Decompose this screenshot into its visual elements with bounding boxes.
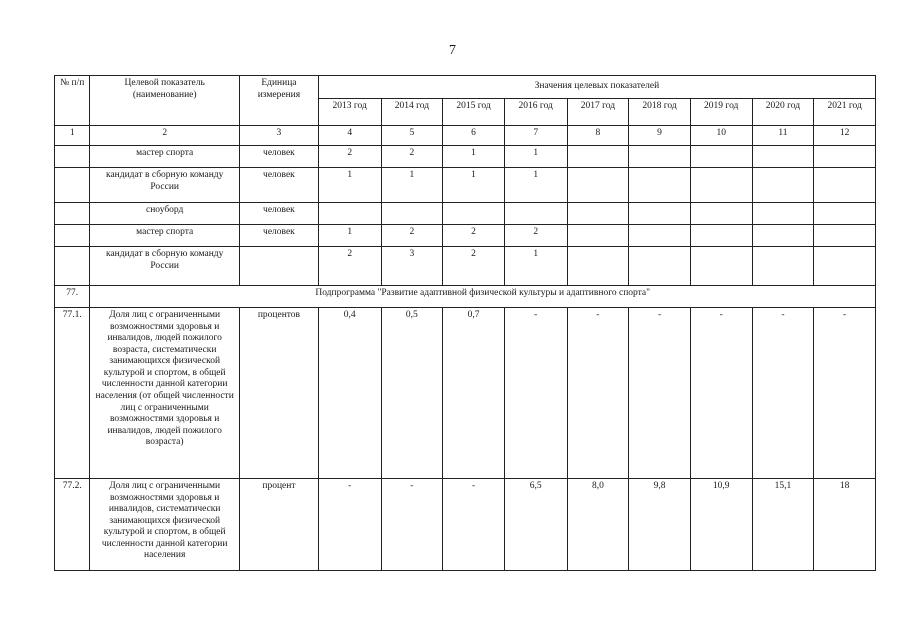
row-value bbox=[690, 203, 752, 225]
year-2018: 2018 год bbox=[629, 99, 691, 126]
year-2013: 2013 год bbox=[318, 99, 381, 126]
row-value bbox=[629, 203, 691, 225]
row-value bbox=[567, 168, 629, 203]
row-value bbox=[690, 168, 752, 203]
row-value: 1 bbox=[504, 168, 567, 203]
indicator-value: - bbox=[752, 308, 814, 479]
indicator-value: 8,0 bbox=[567, 479, 629, 571]
row-value bbox=[690, 247, 752, 286]
column-number: 8 bbox=[567, 126, 629, 146]
row-value bbox=[629, 225, 691, 247]
indicator-row bbox=[55, 308, 876, 479]
year-2020: 2020 год bbox=[752, 99, 814, 126]
row-value bbox=[814, 168, 876, 203]
indicator-value: - bbox=[690, 308, 752, 479]
indicator-name: Доля лиц с ограниченными возможностями здоровья и инвалидов, людей пожилого возраста, систематически занимающихся физической культурой и спортом, в общей численности данной категории населения (от общей численности лиц с ограниченными возможностями здоровья и инвалидов, людей пожилого возраста) bbox=[90, 308, 240, 479]
row-num bbox=[55, 247, 90, 286]
indicator-value: 10,9 bbox=[690, 479, 752, 571]
column-number: 4 bbox=[318, 126, 381, 146]
indicator-value: - bbox=[567, 308, 629, 479]
year-2021: 2021 год bbox=[814, 99, 876, 126]
page-number: 7 bbox=[449, 43, 456, 58]
indicator-value: 0,4 bbox=[318, 308, 381, 479]
indicator-num: 77.1. bbox=[55, 308, 90, 479]
table-row bbox=[55, 247, 876, 286]
row-value: 1 bbox=[318, 168, 381, 203]
row-value bbox=[814, 203, 876, 225]
target-indicators-table bbox=[54, 75, 876, 571]
row-value bbox=[443, 203, 505, 225]
indicator-value: 18 bbox=[814, 479, 876, 571]
year-2019: 2019 год bbox=[690, 99, 752, 126]
row-value bbox=[752, 247, 814, 286]
row-value bbox=[504, 203, 567, 225]
row-value bbox=[629, 247, 691, 286]
indicator-value: - bbox=[443, 479, 505, 571]
indicator-value: 15,1 bbox=[752, 479, 814, 571]
indicator-num: 77.2. bbox=[55, 479, 90, 571]
row-num bbox=[55, 225, 90, 247]
row-value bbox=[752, 203, 814, 225]
row-num bbox=[55, 146, 90, 168]
row-num bbox=[55, 203, 90, 225]
row-value bbox=[567, 203, 629, 225]
row-indicator-name: кандидат в сборную команду России bbox=[90, 247, 240, 286]
header-unit: Единица измерения bbox=[240, 76, 319, 126]
row-value bbox=[814, 247, 876, 286]
indicator-name: Доля лиц с ограниченными возможностями здоровья и инвалидов, систематически занимающихся физической культурой и спортом, в общей численности данной категории населения bbox=[90, 479, 240, 571]
column-number: 2 bbox=[90, 126, 240, 146]
row-unit: человек bbox=[240, 146, 319, 168]
row-value bbox=[752, 146, 814, 168]
column-number: 11 bbox=[752, 126, 814, 146]
row-value: 1 bbox=[504, 247, 567, 286]
row-value bbox=[629, 168, 691, 203]
row-value: 2 bbox=[504, 225, 567, 247]
row-value bbox=[381, 203, 443, 225]
column-numbers-row bbox=[55, 126, 876, 146]
indicator-value: 0,7 bbox=[443, 308, 505, 479]
row-indicator-name: мастер спорта bbox=[90, 146, 240, 168]
year-2017: 2017 год bbox=[567, 99, 629, 126]
header-values: Значения целевых показателей bbox=[318, 76, 875, 99]
indicator-value: 9,8 bbox=[629, 479, 691, 571]
row-value bbox=[318, 203, 381, 225]
column-number: 6 bbox=[443, 126, 505, 146]
row-value bbox=[629, 146, 691, 168]
table-row bbox=[55, 203, 876, 225]
indicator-value: 6,5 bbox=[504, 479, 567, 571]
column-number: 3 bbox=[240, 126, 319, 146]
table-row bbox=[55, 225, 876, 247]
row-value: 3 bbox=[381, 247, 443, 286]
indicator-value: - bbox=[814, 308, 876, 479]
indicator-value: 0,5 bbox=[381, 308, 443, 479]
column-number: 12 bbox=[814, 126, 876, 146]
row-value bbox=[567, 146, 629, 168]
row-value bbox=[567, 225, 629, 247]
row-value bbox=[690, 146, 752, 168]
row-value: 2 bbox=[443, 247, 505, 286]
column-number: 9 bbox=[629, 126, 691, 146]
column-number: 10 bbox=[690, 126, 752, 146]
header-indicator: Целевой показатель (наименование) bbox=[90, 76, 240, 126]
row-value: 2 bbox=[381, 225, 443, 247]
row-value bbox=[690, 225, 752, 247]
table-row bbox=[55, 168, 876, 203]
row-value: 2 bbox=[318, 247, 381, 286]
row-value: 1 bbox=[318, 225, 381, 247]
year-2015: 2015 год bbox=[443, 99, 505, 126]
indicator-row bbox=[55, 479, 876, 571]
row-indicator-name: мастер спорта bbox=[90, 225, 240, 247]
indicator-unit: процентов bbox=[240, 308, 319, 479]
indicator-value: - bbox=[381, 479, 443, 571]
row-value bbox=[752, 168, 814, 203]
row-value: 1 bbox=[381, 168, 443, 203]
row-value: 1 bbox=[443, 146, 505, 168]
row-value: 1 bbox=[504, 146, 567, 168]
row-unit: человек bbox=[240, 225, 319, 247]
row-indicator-name: кандидат в сборную команду России bbox=[90, 168, 240, 203]
indicator-value: - bbox=[318, 479, 381, 571]
row-value: 1 bbox=[443, 168, 505, 203]
row-num bbox=[55, 168, 90, 203]
row-value: 2 bbox=[381, 146, 443, 168]
row-value bbox=[814, 225, 876, 247]
subprogram-title: Подпрограмма "Развитие адаптивной физической культуры и адаптивного спорта" bbox=[90, 286, 876, 308]
subprogram-num: 77. bbox=[55, 286, 90, 308]
row-value: 2 bbox=[443, 225, 505, 247]
indicator-value: - bbox=[504, 308, 567, 479]
row-unit: человек bbox=[240, 168, 319, 203]
row-value: 2 bbox=[318, 146, 381, 168]
table-row bbox=[55, 146, 876, 168]
column-number: 1 bbox=[55, 126, 90, 146]
year-2014: 2014 год bbox=[381, 99, 443, 126]
row-indicator-name: сноуборд bbox=[90, 203, 240, 225]
indicator-value: - bbox=[629, 308, 691, 479]
row-value bbox=[567, 247, 629, 286]
row-unit: человек bbox=[240, 203, 319, 225]
year-2016: 2016 год bbox=[504, 99, 567, 126]
column-number: 5 bbox=[381, 126, 443, 146]
column-number: 7 bbox=[504, 126, 567, 146]
header-num: № п/п bbox=[55, 76, 90, 126]
row-unit bbox=[240, 247, 319, 286]
row-value bbox=[814, 146, 876, 168]
header-row bbox=[55, 76, 876, 99]
subprogram-row bbox=[55, 286, 876, 308]
row-value bbox=[752, 225, 814, 247]
indicator-unit: процент bbox=[240, 479, 319, 571]
